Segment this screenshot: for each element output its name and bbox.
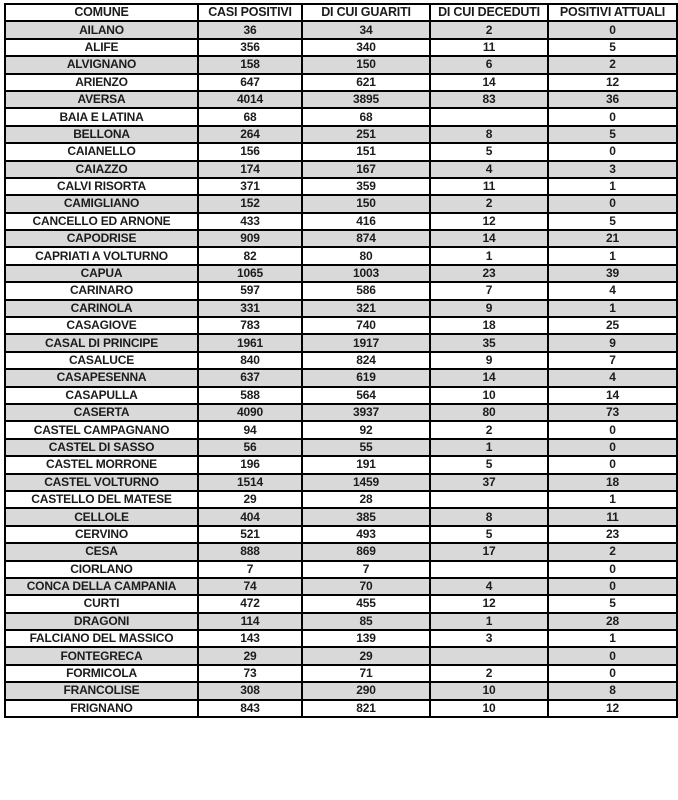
value-cell: 647 xyxy=(198,74,302,91)
value-cell: 1065 xyxy=(198,265,302,282)
value-cell: 4 xyxy=(548,282,677,299)
value-cell: 521 xyxy=(198,526,302,543)
value-cell: 25 xyxy=(548,317,677,334)
value-cell: 1 xyxy=(548,491,677,508)
value-cell: 385 xyxy=(302,508,430,525)
value-cell: 68 xyxy=(198,108,302,125)
comune-cell: CELLOLE xyxy=(5,508,198,525)
value-cell: 2 xyxy=(430,21,548,38)
value-cell: 597 xyxy=(198,282,302,299)
comune-cell: CAPRIATI A VOLTURNO xyxy=(5,247,198,264)
comune-cell: CONCA DELLA CAMPANIA xyxy=(5,578,198,595)
table-row xyxy=(5,143,677,160)
table-row xyxy=(5,630,677,647)
table-row xyxy=(5,300,677,317)
value-cell: 114 xyxy=(198,613,302,630)
table-row xyxy=(5,195,677,212)
value-cell: 71 xyxy=(302,665,430,682)
value-cell: 840 xyxy=(198,352,302,369)
value-cell: 150 xyxy=(302,195,430,212)
comune-cell: ARIENZO xyxy=(5,74,198,91)
comune-cell: CARINARO xyxy=(5,282,198,299)
value-cell: 56 xyxy=(198,439,302,456)
value-cell: 35 xyxy=(430,334,548,351)
comune-cell: BELLONA xyxy=(5,126,198,143)
value-cell: 7 xyxy=(198,561,302,578)
value-cell: 1 xyxy=(548,247,677,264)
value-cell: 4 xyxy=(430,578,548,595)
value-cell xyxy=(430,561,548,578)
value-cell: 824 xyxy=(302,352,430,369)
value-cell: 167 xyxy=(302,161,430,178)
table-row xyxy=(5,91,677,108)
value-cell: 1961 xyxy=(198,334,302,351)
table-row xyxy=(5,474,677,491)
value-cell: 0 xyxy=(548,421,677,438)
value-cell: 36 xyxy=(548,91,677,108)
value-cell: 740 xyxy=(302,317,430,334)
document-page xyxy=(0,3,678,800)
value-cell: 4014 xyxy=(198,91,302,108)
value-cell: 251 xyxy=(302,126,430,143)
value-cell: 3895 xyxy=(302,91,430,108)
value-cell: 1 xyxy=(430,439,548,456)
value-cell: 8 xyxy=(430,508,548,525)
value-cell: 10 xyxy=(430,700,548,717)
table-row xyxy=(5,665,677,682)
value-cell: 416 xyxy=(302,213,430,230)
value-cell: 404 xyxy=(198,508,302,525)
value-cell: 139 xyxy=(302,630,430,647)
comune-cell: CAPODRISE xyxy=(5,230,198,247)
comune-cell: CASAPULLA xyxy=(5,387,198,404)
value-cell: 196 xyxy=(198,456,302,473)
comune-cell: CASTEL CAMPAGNANO xyxy=(5,421,198,438)
value-cell: 264 xyxy=(198,126,302,143)
comune-cell: ALIFE xyxy=(5,39,198,56)
value-cell: 1 xyxy=(548,178,677,195)
table-row xyxy=(5,161,677,178)
value-cell: 29 xyxy=(302,647,430,664)
value-cell: 143 xyxy=(198,630,302,647)
table-row xyxy=(5,700,677,717)
value-cell: 152 xyxy=(198,195,302,212)
comune-cell: FRANCOLISE xyxy=(5,682,198,699)
value-cell: 433 xyxy=(198,213,302,230)
value-cell: 5 xyxy=(548,39,677,56)
value-cell: 0 xyxy=(548,561,677,578)
value-cell: 92 xyxy=(302,421,430,438)
comune-cell: CAMIGLIANO xyxy=(5,195,198,212)
table-row xyxy=(5,491,677,508)
value-cell: 0 xyxy=(548,456,677,473)
value-cell: 18 xyxy=(430,317,548,334)
column-header: DI CUI DECEDUTI xyxy=(430,4,548,21)
table-row xyxy=(5,387,677,404)
value-cell: 21 xyxy=(548,230,677,247)
comune-cell: CASALUCE xyxy=(5,352,198,369)
value-cell: 151 xyxy=(302,143,430,160)
header-row xyxy=(5,4,677,21)
comune-cell: FONTEGRECA xyxy=(5,647,198,664)
value-cell: 7 xyxy=(548,352,677,369)
table-row xyxy=(5,178,677,195)
value-cell: 3 xyxy=(548,161,677,178)
table-row xyxy=(5,21,677,38)
table-row xyxy=(5,595,677,612)
comune-cell: CURTI xyxy=(5,595,198,612)
value-cell: 843 xyxy=(198,700,302,717)
comune-cell: FORMICOLA xyxy=(5,665,198,682)
table-row xyxy=(5,439,677,456)
comune-cell: CAPUA xyxy=(5,265,198,282)
value-cell: 5 xyxy=(430,143,548,160)
value-cell: 331 xyxy=(198,300,302,317)
value-cell: 191 xyxy=(302,456,430,473)
table-row xyxy=(5,230,677,247)
table-row xyxy=(5,561,677,578)
value-cell: 321 xyxy=(302,300,430,317)
value-cell: 5 xyxy=(430,456,548,473)
value-cell: 10 xyxy=(430,387,548,404)
value-cell xyxy=(430,491,548,508)
comune-cell: CASTEL DI SASSO xyxy=(5,439,198,456)
table-row xyxy=(5,247,677,264)
value-cell: 80 xyxy=(430,404,548,421)
value-cell: 8 xyxy=(548,682,677,699)
table-row xyxy=(5,108,677,125)
comune-cell: CALVI RISORTA xyxy=(5,178,198,195)
covid-cases-table xyxy=(4,3,678,718)
table-row xyxy=(5,317,677,334)
value-cell: 150 xyxy=(302,56,430,73)
comune-cell: CAIANELLO xyxy=(5,143,198,160)
value-cell: 156 xyxy=(198,143,302,160)
value-cell: 0 xyxy=(548,143,677,160)
table-row xyxy=(5,56,677,73)
table-row xyxy=(5,613,677,630)
value-cell: 5 xyxy=(548,595,677,612)
value-cell: 8 xyxy=(430,126,548,143)
value-cell: 1917 xyxy=(302,334,430,351)
value-cell: 12 xyxy=(430,595,548,612)
value-cell: 4090 xyxy=(198,404,302,421)
value-cell: 1 xyxy=(430,247,548,264)
value-cell: 94 xyxy=(198,421,302,438)
value-cell: 0 xyxy=(548,578,677,595)
value-cell: 874 xyxy=(302,230,430,247)
value-cell: 1459 xyxy=(302,474,430,491)
value-cell: 23 xyxy=(430,265,548,282)
value-cell: 12 xyxy=(548,74,677,91)
comune-cell: CESA xyxy=(5,543,198,560)
table-row xyxy=(5,334,677,351)
value-cell: 4 xyxy=(430,161,548,178)
value-cell: 174 xyxy=(198,161,302,178)
comune-cell: CAIAZZO xyxy=(5,161,198,178)
value-cell: 356 xyxy=(198,39,302,56)
table-row xyxy=(5,126,677,143)
table-row xyxy=(5,404,677,421)
value-cell: 455 xyxy=(302,595,430,612)
value-cell: 12 xyxy=(430,213,548,230)
comune-cell: CASTELLO DEL MATESE xyxy=(5,491,198,508)
column-header: COMUNE xyxy=(5,4,198,21)
value-cell xyxy=(430,647,548,664)
value-cell: 619 xyxy=(302,369,430,386)
comune-cell: CASAL DI PRINCIPE xyxy=(5,334,198,351)
value-cell: 29 xyxy=(198,491,302,508)
value-cell: 6 xyxy=(430,56,548,73)
table-row xyxy=(5,265,677,282)
value-cell: 158 xyxy=(198,56,302,73)
comune-cell: CANCELLO ED ARNONE xyxy=(5,213,198,230)
table-row xyxy=(5,578,677,595)
value-cell: 0 xyxy=(548,108,677,125)
column-header: DI CUI GUARITI xyxy=(302,4,430,21)
value-cell: 783 xyxy=(198,317,302,334)
comune-cell: CASTEL MORRONE xyxy=(5,456,198,473)
value-cell: 14 xyxy=(548,387,677,404)
table-header xyxy=(5,4,677,21)
comune-cell: CASAPESENNA xyxy=(5,369,198,386)
table-body xyxy=(5,21,677,717)
value-cell: 85 xyxy=(302,613,430,630)
comune-cell: CIORLANO xyxy=(5,561,198,578)
value-cell: 1 xyxy=(548,300,677,317)
value-cell: 9 xyxy=(430,300,548,317)
value-cell: 11 xyxy=(430,39,548,56)
value-cell: 14 xyxy=(430,369,548,386)
table-row xyxy=(5,647,677,664)
table-row xyxy=(5,213,677,230)
value-cell: 7 xyxy=(430,282,548,299)
value-cell: 5 xyxy=(548,126,677,143)
column-header: POSITIVI ATTUALI xyxy=(548,4,677,21)
value-cell: 0 xyxy=(548,195,677,212)
value-cell: 36 xyxy=(198,21,302,38)
comune-cell: CERVINO xyxy=(5,526,198,543)
value-cell: 80 xyxy=(302,247,430,264)
table-row xyxy=(5,508,677,525)
value-cell: 37 xyxy=(430,474,548,491)
value-cell: 2 xyxy=(430,665,548,682)
table-row xyxy=(5,526,677,543)
value-cell: 14 xyxy=(430,230,548,247)
comune-cell: CASTEL VOLTURNO xyxy=(5,474,198,491)
value-cell: 3937 xyxy=(302,404,430,421)
table-row xyxy=(5,369,677,386)
value-cell: 588 xyxy=(198,387,302,404)
comune-cell: AILANO xyxy=(5,21,198,38)
value-cell: 2 xyxy=(430,421,548,438)
value-cell: 70 xyxy=(302,578,430,595)
value-cell: 371 xyxy=(198,178,302,195)
value-cell: 0 xyxy=(548,665,677,682)
value-cell: 0 xyxy=(548,21,677,38)
value-cell: 11 xyxy=(548,508,677,525)
table-row xyxy=(5,39,677,56)
value-cell: 68 xyxy=(302,108,430,125)
value-cell: 5 xyxy=(430,526,548,543)
value-cell: 909 xyxy=(198,230,302,247)
value-cell: 2 xyxy=(548,543,677,560)
value-cell: 586 xyxy=(302,282,430,299)
value-cell: 308 xyxy=(198,682,302,699)
column-header: CASI POSITIVI xyxy=(198,4,302,21)
value-cell: 73 xyxy=(198,665,302,682)
value-cell: 14 xyxy=(430,74,548,91)
value-cell: 1 xyxy=(548,630,677,647)
value-cell: 637 xyxy=(198,369,302,386)
comune-cell: CASERTA xyxy=(5,404,198,421)
value-cell: 10 xyxy=(430,682,548,699)
table-row xyxy=(5,74,677,91)
value-cell: 34 xyxy=(302,21,430,38)
value-cell: 2 xyxy=(548,56,677,73)
value-cell: 9 xyxy=(430,352,548,369)
value-cell: 340 xyxy=(302,39,430,56)
value-cell: 621 xyxy=(302,74,430,91)
value-cell: 0 xyxy=(548,439,677,456)
value-cell: 7 xyxy=(302,561,430,578)
comune-cell: BAIA E LATINA xyxy=(5,108,198,125)
value-cell: 9 xyxy=(548,334,677,351)
comune-cell: CASAGIOVE xyxy=(5,317,198,334)
value-cell: 17 xyxy=(430,543,548,560)
value-cell: 82 xyxy=(198,247,302,264)
table-row xyxy=(5,456,677,473)
value-cell: 888 xyxy=(198,543,302,560)
value-cell: 1514 xyxy=(198,474,302,491)
comune-cell: ALVIGNANO xyxy=(5,56,198,73)
value-cell: 359 xyxy=(302,178,430,195)
table-row xyxy=(5,421,677,438)
value-cell: 493 xyxy=(302,526,430,543)
value-cell: 23 xyxy=(548,526,677,543)
value-cell: 83 xyxy=(430,91,548,108)
value-cell: 1 xyxy=(430,613,548,630)
value-cell: 74 xyxy=(198,578,302,595)
value-cell: 2 xyxy=(430,195,548,212)
value-cell: 28 xyxy=(302,491,430,508)
value-cell: 73 xyxy=(548,404,677,421)
value-cell: 5 xyxy=(548,213,677,230)
value-cell: 3 xyxy=(430,630,548,647)
table-row xyxy=(5,543,677,560)
value-cell: 821 xyxy=(302,700,430,717)
value-cell: 0 xyxy=(548,647,677,664)
value-cell: 11 xyxy=(430,178,548,195)
value-cell: 290 xyxy=(302,682,430,699)
comune-cell: FALCIANO DEL MASSICO xyxy=(5,630,198,647)
value-cell: 28 xyxy=(548,613,677,630)
value-cell: 869 xyxy=(302,543,430,560)
value-cell: 18 xyxy=(548,474,677,491)
value-cell: 29 xyxy=(198,647,302,664)
value-cell: 1003 xyxy=(302,265,430,282)
comune-cell: AVERSA xyxy=(5,91,198,108)
comune-cell: DRAGONI xyxy=(5,613,198,630)
value-cell: 564 xyxy=(302,387,430,404)
table-row xyxy=(5,352,677,369)
table-row xyxy=(5,682,677,699)
value-cell: 4 xyxy=(548,369,677,386)
value-cell: 39 xyxy=(548,265,677,282)
value-cell xyxy=(430,108,548,125)
comune-cell: CARINOLA xyxy=(5,300,198,317)
value-cell: 12 xyxy=(548,700,677,717)
table-row xyxy=(5,282,677,299)
value-cell: 472 xyxy=(198,595,302,612)
comune-cell: FRIGNANO xyxy=(5,700,198,717)
value-cell: 55 xyxy=(302,439,430,456)
